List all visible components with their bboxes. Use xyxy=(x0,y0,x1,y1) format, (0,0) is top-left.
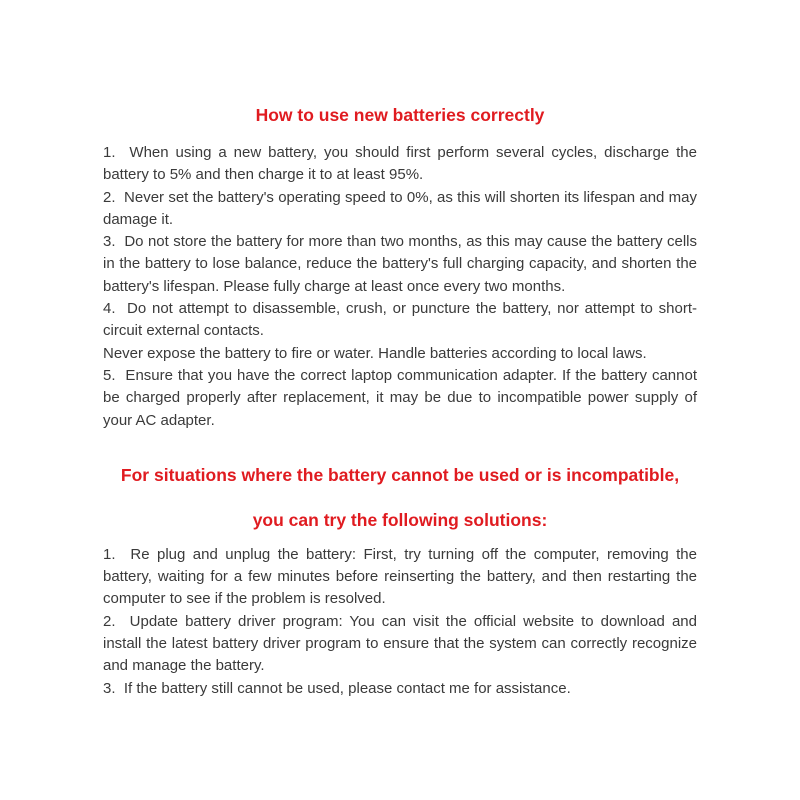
section1-paragraph-6: 5. Ensure that you have the correct laptop communication adapter. If the battery cannot be charged properly after replacement, it may be due to incompatible power supply of your AC adapter. xyxy=(103,366,697,429)
section1-paragraph-4: 4. Do not attempt to disassemble, crush, or puncture the battery, nor attempt to short-circuit external contacts. xyxy=(103,300,697,340)
section2-title-line2: you can try the following solutions: xyxy=(252,509,548,530)
section2-paragraph-1: 1. Re plug and unplug the battery: First, try turning off the computer, removing the battery, waiting for a few minutes before reinserting the battery, and then restarting the computer to see if the problem is resolved. xyxy=(103,545,697,608)
section1-paragraph-1: 1. When using a new battery, you should first perform several cycles, discharge the battery to 5% and then charge it to at least 95%. xyxy=(103,144,697,184)
section1-paragraph-3: 3. Do not store the battery for more than two months, as this may cause the battery cells in the battery to lose balance, reduce the battery's full charging capacity, and shorten the battery's lifespan. Please fully charge at least once every two months. xyxy=(103,233,697,295)
section2-body xyxy=(103,544,697,700)
section1-body xyxy=(103,142,697,432)
section1-title: How to use new batteries correctly xyxy=(255,105,545,125)
section1-paragraph-2: 2. Never set the battery's operating speed to 0%, as this will shorten its lifespan and may damage it. xyxy=(103,188,697,228)
document-page xyxy=(103,0,697,700)
section2-paragraph-3: 3. If the battery still cannot be used, please contact me for assistance. xyxy=(103,679,571,697)
section1-paragraph-5: Never expose the battery to fire or water. Handle batteries according to local laws. xyxy=(103,344,647,362)
section2-title-line1: For situations where the battery cannot be used or is incompatible, xyxy=(120,464,680,485)
section2-paragraph-2: 2. Update battery driver program: You can visit the official website to download and install the latest battery driver program to ensure that the system can correctly recognize and manage the battery. xyxy=(103,612,697,675)
